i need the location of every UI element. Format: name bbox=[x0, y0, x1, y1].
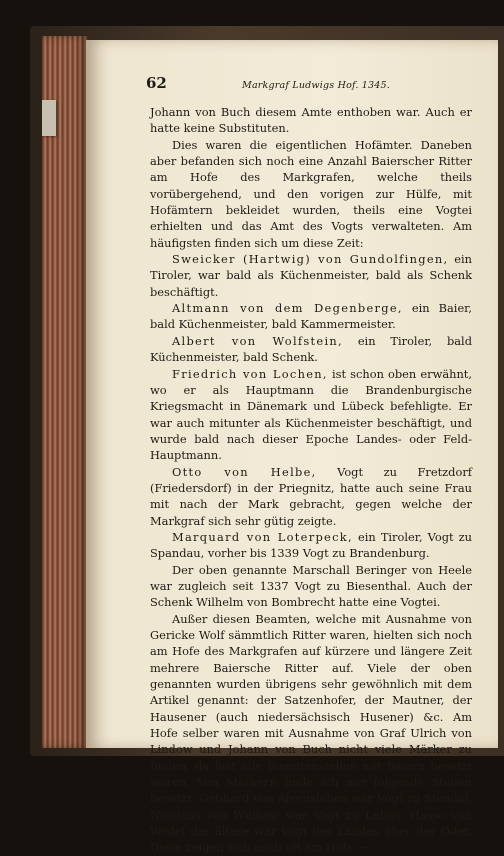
paragraph-8: Marquard von Loterpeck, ein Tiroler, Vogt zu Spandau, vorher bis 1339 Vogt zu Brandenburg. bbox=[150, 529, 472, 561]
paragraph-7: Otto von Helbe, Vogt zu Fretzdorf (Friedersdorf) in der Priegnitz, hatte auch seine Frau mit nach der Mark gebracht, gegen welche der Markgraf sich sehr gütig zeigte. bbox=[150, 464, 472, 528]
page-number: 62 bbox=[146, 74, 167, 92]
page-text bbox=[146, 74, 473, 856]
person-name: Altmann von dem Degenberge, bbox=[172, 301, 403, 316]
page-edges bbox=[42, 36, 88, 748]
bookmark-tab bbox=[42, 100, 56, 136]
person-name: Friedrich von Lochen, bbox=[172, 366, 328, 381]
paragraph-10: Außer diesen Beamten, welche mit Ausnahme von Gericke Wolf sämmtlich Ritter waren, hielten sich noch am Hofe des Markgrafen auf kürzere und längere Zeit mehrere Baiersche Ritter auf. Viele der oben genannten wurden übrigens sehr gewöhnlich mit dem Artikel genannt: der Satzenhofer, der Mautner, der Hausener (auch niedersächsisch Husener) &c. Am Hofe selber waren mit Ausnahme von Graf Ulrich von Lindow und Johann von Buch nicht viele Märker zu finden, da fast alle Beamtenstellen mit Baiern besetzt waren. Von Märkern finde ich nur folgende Stellen besetzt: Gebhard von Alvensleben war Vogt zu Stendal, Nicolaus von Wulkow war Vogt zu Lebus, Hasso von Wedel der ältere war Vogt des Landes über der Oder. Diese zeigen sich auch oft am Hofe. — bbox=[150, 611, 472, 855]
paragraph-9: Der oben genannte Marschall Beringer von Heele war zugleich seit 1337 Vogt zu Biesenthal. Auch der Schenk Wilhelm von Bombrecht hatte eine Vogtei. bbox=[150, 562, 472, 610]
paragraph-3: Sweicker (Hartwig) von Gundolfingen, ein Tiroler, war bald als Küchenmeister, bald als Schenk beschäftigt. bbox=[150, 252, 473, 299]
running-head bbox=[146, 74, 390, 92]
paragraph-1: Johann von Buch diesem Amte enthoben war. Auch er hatte keine Substituten. bbox=[150, 105, 472, 136]
paragraph-6: Friedrich von Lochen, ist schon oben erwähnt, wo er als Hauptmann die Brandenburgische Kriegsmacht in Dänemark und Lübeck befehligte. Er war auch mitunter als Küchenmeister beschäftigt, und wurde bald nach dieser Epoche Landes- oder Feld-Hauptmann. bbox=[150, 366, 472, 463]
paragraph-5: Albert von Wolfstein, ein Tiroler, bald Küchenmeister, bald Schenk. bbox=[150, 333, 472, 365]
person-name: Marquard von Loterpeck, bbox=[172, 529, 353, 544]
person-name: Albert von Wolfstein, bbox=[172, 333, 343, 348]
paragraph-2: Dies waren die eigentlichen Hofämter. Daneben aber befanden sich noch eine Anzahl Baierscher Ritter am Hofe des Markgrafen, welche theils vorübergehend, und den vorigen zur Hülfe, mit Hofämtern bekleidet wurden, theils eine Vogtei erhielten und das Amt des Vogts verwalteten. Am häufigsten finden sich um diese Zeit: bbox=[150, 137, 472, 250]
paragraph-4: Altmann von dem Degenberge, ein Baier, bald Küchenmeister, bald Kammermeister. bbox=[150, 301, 472, 332]
person-name: Otto von Helbe, bbox=[172, 464, 317, 479]
running-head-title: Markgraf Ludwigs Hof. 1345. bbox=[242, 80, 390, 91]
person-name: Sweicker (Hartwig) von Gundolfingen, bbox=[172, 252, 449, 267]
